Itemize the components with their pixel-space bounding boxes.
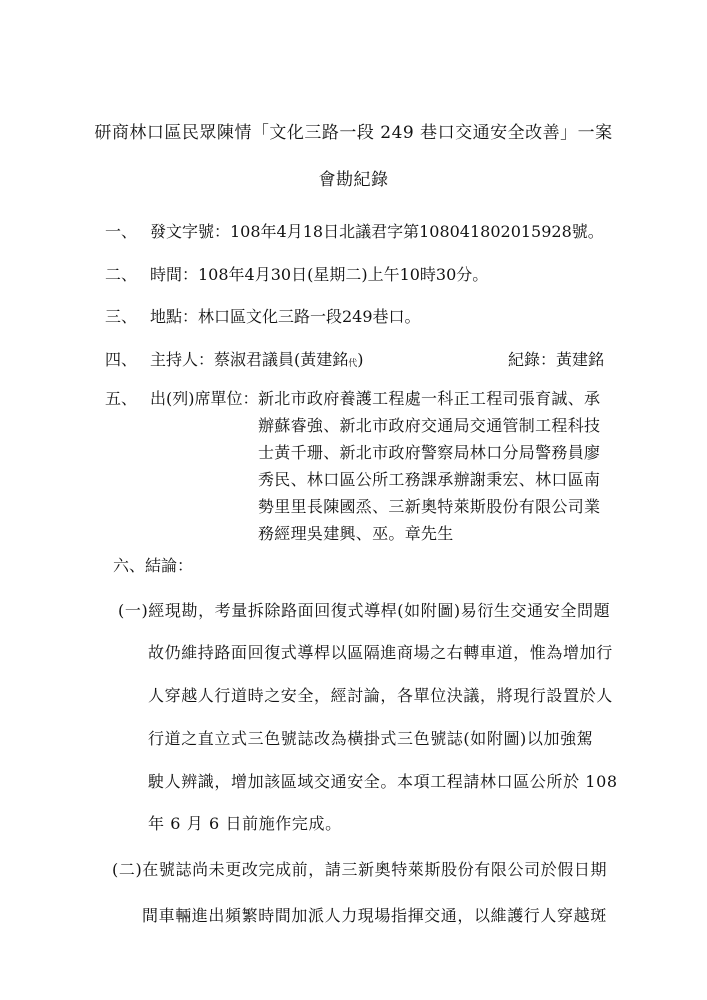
conclusion-para1-line: 故仍維持路面回復式導桿以區隔進商場之右轉車道，惟為增加行 <box>148 643 613 662</box>
conclusion-para1-line: 行道之直立式三色號誌改為橫掛式三色號誌(如附圖)以加強駕 <box>148 729 594 748</box>
item-text-location: 地點：林口區文化三路一段249巷口。 <box>150 307 421 326</box>
conclusion-para1-line: (一)經現勘，考量拆除路面回復式導桿(如附圖)易衍生交通安全問題 <box>118 601 611 620</box>
host-suffix: 代 <box>348 359 358 369</box>
attendees-line: 秀民、林口區公所工務課承辦謝秉宏、林口區南 <box>258 470 601 489</box>
document-subtitle: 會勘紀錄 <box>318 170 389 190</box>
attendees-line: 辦蘇睿強、新北市政府交通局交通管制工程科技 <box>258 416 601 435</box>
conclusion-para2-line: (二)在號誌尚未更改完成前，請三新奧特萊斯股份有限公司於假日期 <box>112 860 608 879</box>
conclusion-para2-line: 間車輛進出頻繁時間加派人力現場指揮交通，以維護行人穿越斑 <box>142 906 607 925</box>
attendees-line: 務經理吳建興、巫。章先生 <box>258 524 454 543</box>
item-number-3: 三、 <box>105 307 138 326</box>
attendees-line: 勢里里長陳國烝、三新奧特萊斯股份有限公司業 <box>258 497 601 516</box>
conclusion-para1-line: 年 6 月 6 日前施作完成。 <box>148 814 342 833</box>
host-label: 主持人：蔡淑君議員(黃建銘 <box>150 350 349 369</box>
document-title: 研商林口區民眾陳情「文化三路一段 249 巷口交通安全改善」一案 <box>94 123 613 143</box>
item-number-1: 一、 <box>105 222 138 241</box>
item-number-4: 四、 <box>105 350 138 369</box>
attendees-line: 士黃千珊、新北市政府警察局林口分局警務員廖 <box>258 443 601 462</box>
item-number-2: 二、 <box>105 265 138 284</box>
attendees-line: 新北市政府養護工程處一科正工程司張育誠、承 <box>258 389 601 408</box>
conclusion-para1-line: 駛人辨識，增加該區域交通安全。本項工程請林口區公所於 108 <box>148 772 618 791</box>
item-text-time: 時間：108年4月30日(星期二)上午10時30分。 <box>150 265 489 284</box>
host-close: ) <box>357 350 364 369</box>
attendees-label: 出(列)席單位： <box>150 389 259 408</box>
conclusion-heading: 六、結論： <box>113 556 194 575</box>
item-number-5: 五、 <box>105 389 138 408</box>
item-text-document-number: 發文字號：108年4月18日北議君字第1080418020159​28號。 <box>150 222 604 241</box>
recorder-label: 紀錄：黃建銘 <box>508 350 605 369</box>
item-text-host <box>150 347 364 370</box>
conclusion-para1-line: 人穿越人行道時之安全，經討論，各單位決議，將現行設置於人 <box>148 686 613 705</box>
